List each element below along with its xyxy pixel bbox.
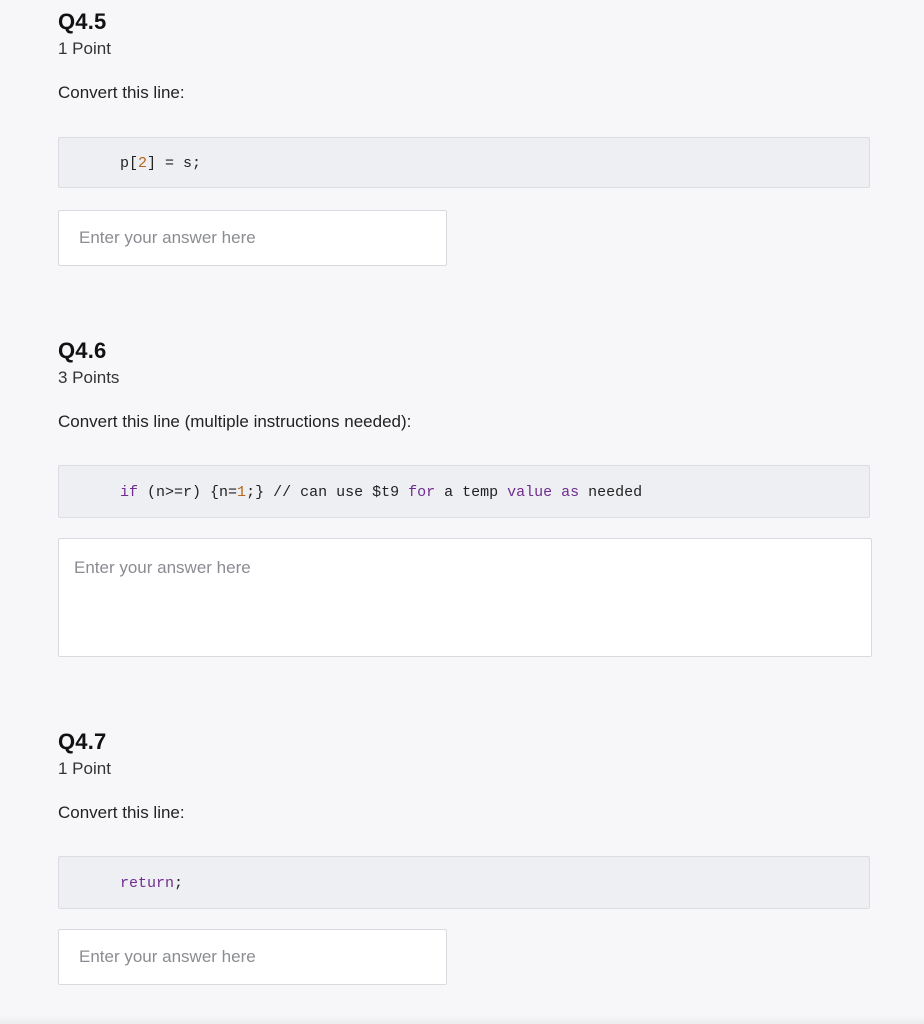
answer-textarea[interactable] <box>58 538 872 657</box>
code-token: as <box>561 484 580 501</box>
code-token: ] = s; <box>147 155 202 172</box>
question-q4-6 <box>58 338 872 501</box>
question-q4-5 <box>58 9 872 172</box>
code-token: a temp <box>435 484 508 501</box>
code-token: return <box>120 875 175 892</box>
code-token: 2 <box>138 155 148 172</box>
code-token: for <box>408 484 436 501</box>
page-bottom-shadow <box>0 1016 924 1024</box>
code-line <box>120 484 642 502</box>
question-title: Q4.7 <box>58 729 107 754</box>
question-points: 1 Point <box>58 39 111 58</box>
question-title: Q4.6 <box>58 338 107 363</box>
code-token: ; <box>174 875 184 892</box>
code-token: value <box>507 484 553 501</box>
code-block <box>58 465 870 518</box>
code-block <box>58 856 870 909</box>
code-token: 1 <box>237 484 247 501</box>
question-prompt: Convert this line: <box>58 83 185 102</box>
code-block <box>58 137 870 188</box>
answer-input[interactable] <box>58 210 447 266</box>
question-points: 3 Points <box>58 368 120 387</box>
code-token <box>552 484 561 501</box>
question-title: Q4.5 <box>58 9 107 34</box>
answer-input[interactable] <box>58 929 447 985</box>
code-token: ;} // can use $t9 <box>246 484 409 501</box>
code-token: if <box>120 484 139 501</box>
code-line <box>120 875 183 893</box>
code-token: p[ <box>120 155 139 172</box>
code-token: needed <box>579 484 643 501</box>
question-points: 1 Point <box>58 759 111 778</box>
question-q4-7 <box>58 729 872 892</box>
code-line <box>120 155 201 173</box>
question-prompt: Convert this line (multiple instructions needed): <box>58 412 412 431</box>
question-prompt: Convert this line: <box>58 803 185 822</box>
code-token: (n>=r) {n= <box>138 484 238 501</box>
